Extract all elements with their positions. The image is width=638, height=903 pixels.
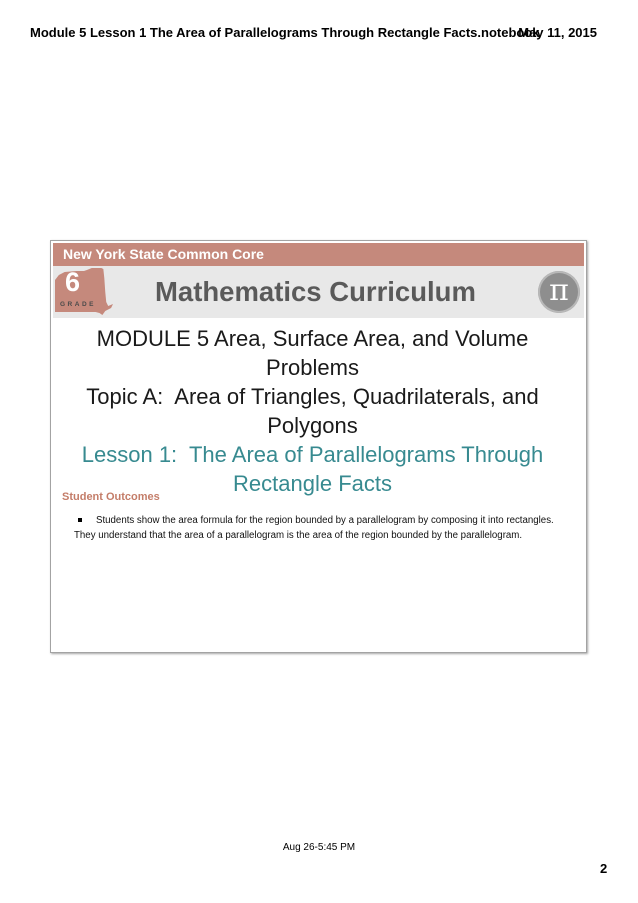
print-date: May 11, 2015 [518,25,597,40]
curriculum-title: Mathematics Curriculum [155,276,476,307]
topic-title: Topic A: Area of Triangles, Quadrilaterals, and Polygons [86,384,545,438]
common-core-banner [53,243,584,266]
grade-number: 6 [65,267,81,297]
grade-label: GRADE [60,301,96,308]
curriculum-logo-band [53,266,584,318]
page-number: 2 [600,861,608,876]
outcome-bullet-text: Students show the area formula for the region bounded by a parallelogram by composing it into rectangles. [96,515,554,526]
notebook-file-title: Module 5 Lesson 1 The Area of Parallelograms Through Rectangle Facts.notebook [30,25,540,40]
pi-symbol: π [549,273,569,308]
lesson-title: Lesson 1: The Area of Parallelograms Through Rectangle Facts [81,442,550,496]
student-outcomes-heading: Student Outcomes [62,491,160,503]
module-title: MODULE 5 Area, Surface Area, and Volume Problems [96,326,535,380]
slide-timestamp: Aug 26-5:45 PM [282,842,356,853]
banner-text: New York State Common Core [63,246,264,262]
bullet-icon [78,518,82,522]
outcome-continuation-text: They understand that the area of a parallelogram is the area of the region bounded by the parallelogram. [74,530,523,541]
pi-icon [538,271,580,313]
slide-title-block [65,324,560,498]
slide-frame [50,240,587,653]
